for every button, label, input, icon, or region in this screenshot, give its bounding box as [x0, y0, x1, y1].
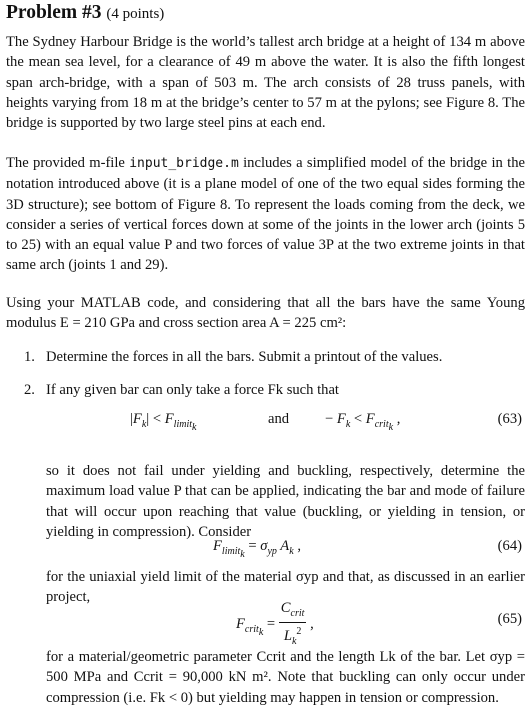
file-name: input_bridge.m [129, 156, 239, 171]
equation-63-number: (63) [497, 411, 522, 427]
equation-63-and: and [268, 411, 290, 427]
list-item-1: 1. Determine the forces in all the bars. Submit a printout of the values. [24, 349, 443, 365]
problem-title [6, 2, 164, 24]
equation-65-number: (65) [497, 611, 522, 627]
paragraph-parameters: for a material/geometric parameter Ccrit and the length Lk of the bar. Let σyp = 500 MPa and Ccrit = 90,000 kN m². Note that buckling can only occur under compression (i.e. Fk < 0) but yielding may happen in tension or compression. [46, 649, 525, 706]
paragraph-yield-limit: for the uniaxial yield limit of the material σyp and that, as discussed in an earlier project, [46, 569, 525, 606]
problem-points: (4 points) [106, 6, 165, 22]
paragraph-material-properties: Using your MATLAB code, and considering that all the bars have the same Young modulus E = 210 GPa and cross section area A = 225 cm²: [6, 295, 525, 332]
paragraph-failure-modes: so it does not fail under yielding and buckling, respectively, determine the maximum load value P that can be applied, indicating the bar and mode of failure that will occur upon reaching that value (buckling, or yielding in tension, or yielding in compression). Consider [46, 463, 525, 540]
paragraph-model-description: The provided m-file input_bridge.m includes a simplified model of the bridge in the notation introduced above (it is a plane model of one of the two equal sides forming the 3D structure); see bottom of Figure 8. To represent the loads coming from the deck, we consider a series of vertical forces down at some of the joints in the lower arch (joints 5 to 25) with an equal value P and two forces of value 3P at the two extreme joints in that same arch (joints 1 and 29). [6, 155, 525, 274]
equation-64-number: (64) [497, 538, 522, 554]
equation-63-crit: − $F_k < F_{crit_k}$ , [325, 411, 401, 433]
fraction: $\frac{C_{crit}}{L_k^2}$ [280, 600, 305, 647]
equation-65: $F_{crit_k}$ = $\frac{C_{crit}}{L_k^2}$ , [236, 600, 314, 650]
equation-63-limit: $|F_k| < F_{limit_k}$ [130, 411, 197, 433]
equation-64: $F_{limit_k} = \sigma_{yp}$ $A_k$ , [213, 538, 301, 560]
paragraph-bridge-description: The Sydney Harbour Bridge is the world’s tallest arch bridge at a height of 134 m above the mean sea level, for a clearance of 49 m above the water. It is also the fifth longest span arch-bridge, with a span of 503 m. The arch consists of 28 truss panels, with heights varying from 18 m at the bridge’s center to 57 m at the pylons; see Figure 8. The bridge is supported by two large steel pins at each end. [6, 34, 525, 132]
list-item-2: 2. If any given bar can only take a force Fk such that [24, 382, 339, 398]
problem-heading: Problem #3 [6, 2, 102, 23]
